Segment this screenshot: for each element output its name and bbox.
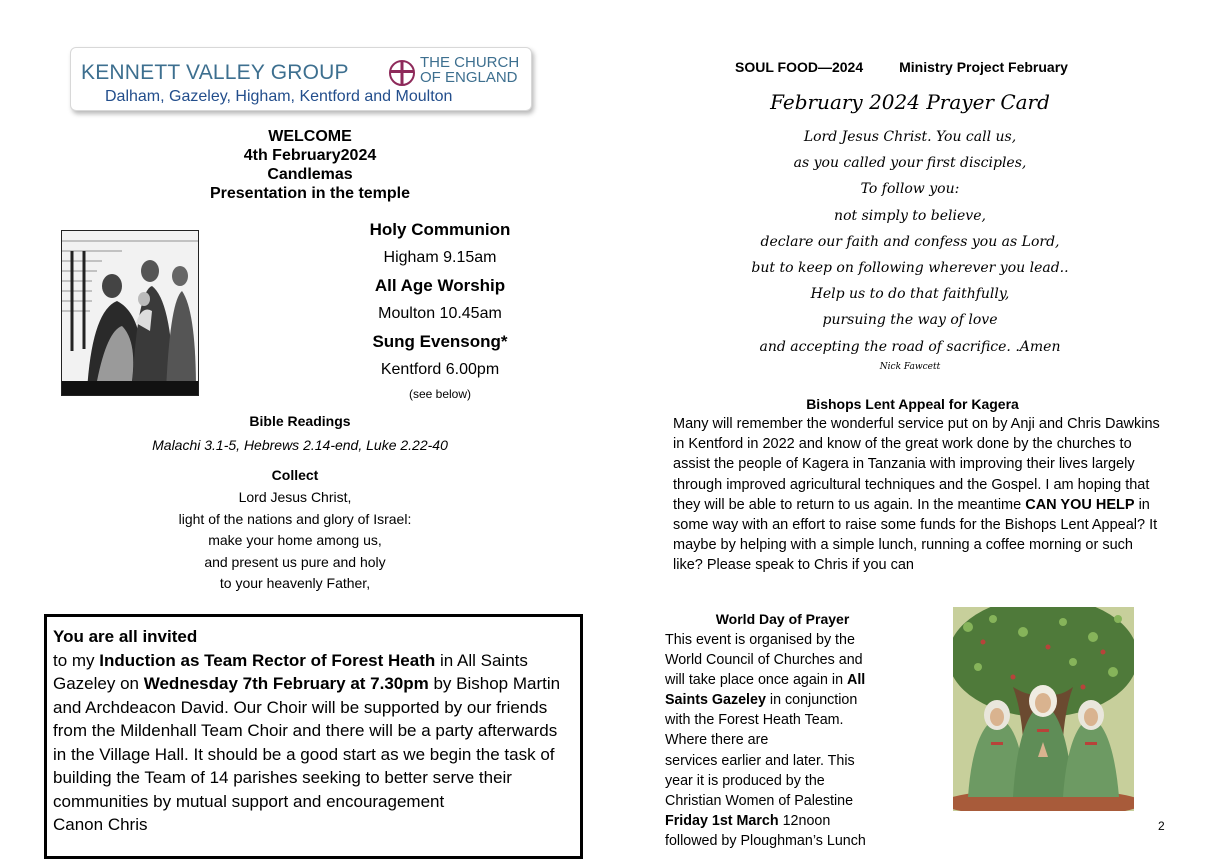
lent-appeal-text xyxy=(673,414,1163,576)
wdp-line xyxy=(665,670,905,690)
prayer-line: Lord Jesus Christ. You call us, xyxy=(803,129,1017,145)
collect-line: to your heavenly Father, xyxy=(219,575,371,591)
welcome-heading xyxy=(190,127,430,203)
induction-date: Wednesday 7th February at 7.30pm xyxy=(143,674,429,693)
prayer-line: To follow you: xyxy=(860,181,960,198)
prayer-line: declare our faith and confess you as Lord, xyxy=(760,233,1060,250)
collect-text xyxy=(95,487,495,595)
prayer-line: not simply to believe, xyxy=(834,207,986,224)
induction-title: Induction as Team Rector of Forest Heath xyxy=(99,650,436,670)
lent-appeal-heading: Bishops Lent Appeal for Kagera xyxy=(806,396,1019,412)
ministry-project-title: Ministry Project February xyxy=(899,59,1068,75)
palestinian-women-painting-image xyxy=(953,607,1134,811)
logo-coe-line1: THE CHURCH xyxy=(420,54,520,71)
wdp-line: World Council of Churches and xyxy=(665,652,863,669)
wdp-line: This event is organised by the xyxy=(665,632,855,648)
presentation-engraving-image xyxy=(61,230,199,396)
invitation-heading: You are all invited xyxy=(53,627,198,646)
service-name: Sung Evensong* xyxy=(372,332,508,351)
services-note: (see below) xyxy=(408,387,472,401)
world-day-of-prayer-heading: World Day of Prayer xyxy=(715,611,850,627)
bible-readings-text: Malachi 3.1-5, Hebrews 2.14-end, Luke 2.22-40 xyxy=(152,437,448,453)
services-list xyxy=(340,216,540,404)
kennett-valley-logo xyxy=(70,47,532,111)
wdp-line: services earlier and later. This xyxy=(665,752,855,769)
welcome-feast: Candlemas xyxy=(267,166,353,183)
prayer-card-title: February 2024 Prayer Card xyxy=(770,90,1050,114)
prayer-line: and accepting the road of sacrifice. .Amen xyxy=(759,338,1061,355)
lent-appeal-paragraph: in some way with an effort to raise some funds for the Bishops Lent Appeal? It maybe by helping with a simple lunch, running a coffee morning or such like? Please speak to Chris if you can xyxy=(673,496,1158,574)
wdp-location: Saints Gazeley xyxy=(665,692,766,709)
service-detail: Higham 9.15am xyxy=(383,249,497,266)
wdp-bold: All xyxy=(847,672,866,689)
prayer-line: but to keep on following wherever you lead.. xyxy=(751,260,1069,277)
wdp-line: with the Forest Heath Team. xyxy=(665,712,844,729)
invitation-text: by Bishop Martin and Archdeacon David. Our Choir will be supported by our friends from the Mildenhall Team Choir and there will be a party afterwards in the Village Hall. It should be a good start as we begin the task of building the Team of 14 parishes seeking to better serve their communities by mutual support and encouragement xyxy=(53,674,561,811)
church-of-england-cross-icon xyxy=(388,59,416,87)
prayer-card-text xyxy=(700,124,1120,360)
wdp-line: Where there are xyxy=(665,732,769,749)
induction-invitation-box xyxy=(44,614,583,859)
logo-parishes: Dalham, Gazeley, Higham, Kentford and Moulton xyxy=(105,88,453,105)
wdp-line: followed by Ploughman’s Lunch xyxy=(665,832,866,849)
wdp-line: Christian Women of Palestine xyxy=(665,792,854,809)
world-day-of-prayer-text xyxy=(665,630,905,851)
wdp-line xyxy=(665,690,905,710)
page-number: 2 xyxy=(1158,819,1165,833)
wdp-line xyxy=(665,811,905,831)
invitation-body xyxy=(53,649,574,837)
service-name: Holy Communion xyxy=(369,220,511,239)
soul-food-title: SOUL FOOD—2024 xyxy=(735,59,864,75)
prayer-line: Help us to do that faithfully, xyxy=(810,286,1010,303)
collect-heading: Collect xyxy=(271,467,319,483)
logo-church-of-england xyxy=(420,55,519,85)
collect-line: light of the nations and glory of Israel: xyxy=(178,510,412,527)
service-detail: Kentford 6.00pm xyxy=(380,361,500,378)
soul-food-header xyxy=(735,59,1068,75)
service-name: All Age Worship xyxy=(374,276,506,295)
invitation-text: in All Saints Gazeley on xyxy=(53,650,528,693)
logo-group-name: KENNETT VALLEY GROUP xyxy=(81,61,349,84)
prayer-author: Nick Fawcett xyxy=(879,362,941,372)
welcome-subtitle: Presentation in the temple xyxy=(209,185,411,202)
prayer-line: as you called your first disciples, xyxy=(793,155,1027,172)
collect-line: and present us pure and holy xyxy=(204,553,386,570)
welcome-line: WELCOME xyxy=(268,128,352,145)
wdp-text: will take place once again in xyxy=(665,672,847,689)
wdp-line: year it is produced by the xyxy=(665,772,825,789)
bible-readings-heading: Bible Readings xyxy=(249,413,351,429)
wdp-text: in conjunction xyxy=(765,692,858,709)
collect-line: Lord Jesus Christ, xyxy=(238,489,352,505)
welcome-date: 4th February2024 xyxy=(243,147,377,164)
collect-line: make your home among us, xyxy=(208,532,382,548)
logo-coe-line2: OF ENGLAND xyxy=(420,69,518,86)
lent-appeal-emphasis: CAN YOU HELP xyxy=(1025,496,1135,513)
wdp-date: Friday 1st March xyxy=(665,812,779,829)
prayer-line: pursuing the way of love xyxy=(822,312,998,329)
service-detail: Moulton 10.45am xyxy=(378,305,502,322)
wdp-time: 12noon xyxy=(778,812,831,829)
lent-appeal-paragraph: Many will remember the wonderful service put on by Anji and Chris Dawkins in Kentford in 2022 and know of the great work done by the churches to assist the people of Kagera in Tanzania with improving their lives largely through improved agricultural techniques and the Gospel. I am hoping that they will be able to return to us again. In the meantime xyxy=(673,416,1160,513)
invitation-signature: Canon Chris xyxy=(53,815,148,834)
invitation-text: to my xyxy=(53,650,100,670)
